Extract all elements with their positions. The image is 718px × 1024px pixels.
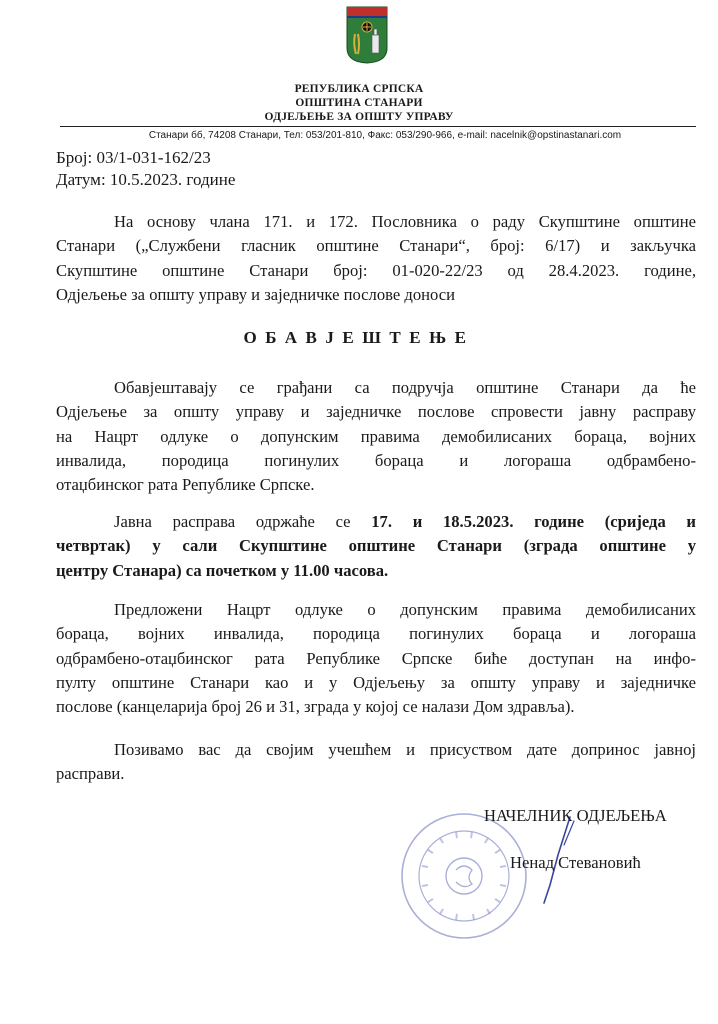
notice-line: инвалида, породица погинулих бораца и логораша одбрамбено-: [56, 450, 696, 470]
hearing-line: Јавна расправа одржаће се 17. и 18.5.2023. године (сриједа и: [114, 512, 696, 531]
invitation-line: расправи.: [56, 764, 125, 784]
header-contact-info: Станари бб, 74208 Станари, Тел: 053/201-810, Факс: 053/290-966, e-mail: nacelnik@opstinastanari.com: [148, 130, 622, 141]
notice-line: на Нацрт одлуке о допунским правима демобилисаних бораца, војних: [56, 426, 696, 446]
intro-line: Станари („Службени гласник општине Станари“, број: 6/17) и закључка: [56, 236, 696, 256]
intro-line: Скупштине општине Станари број: 01-020-22/23 од 28.4.2023. године,: [56, 260, 696, 280]
notice-line: Обавјештавају се грађани са подручја општине Станари да ће: [114, 378, 696, 397]
invitation-line: Позивамо вас да својим учешћем и присуством дате допринос јавној: [114, 740, 696, 759]
intro-paragraph: [56, 210, 696, 307]
header-department: ОДЈЕЉЕЊЕ ЗА ОПШТУ УПРАВУ: [264, 111, 454, 123]
hearing-line: центру Станара) са почетком у 11.00 часова.: [56, 560, 389, 580]
header-divider: [60, 126, 696, 127]
invitation-paragraph: [56, 738, 696, 787]
availability-line: одбрамбено-отаџбинског рата Републике Српске биће доступан на инфо-: [56, 648, 696, 668]
notice-line: отаџбинског рата Републике Српске.: [56, 475, 315, 495]
notice-heading: ОБАВЈЕШТЕЊЕ: [243, 328, 475, 347]
availability-line: бораца, војних инвалида, породица погинулих бораца и логораша: [56, 624, 696, 644]
notice-line: Одјељење за општу управу и заједничке послове спровести јавну расправу: [56, 402, 696, 422]
availability-line: пулту општине Станари као и у Одјељењу за општу управу и заједничке: [56, 672, 696, 692]
availability-line: Предложени Нацрт одлуке о допунским правима демобилисаних: [114, 600, 696, 619]
coat-of-arms-logo: [346, 6, 388, 64]
signatory-name: Ненад Стевановић: [510, 853, 641, 872]
document-date: Датум: 10.5.2023. године: [56, 170, 236, 189]
signatory-title: НАЧЕЛНИК ОДЈЕЉЕЊА: [484, 806, 667, 825]
availability-paragraph: [56, 598, 696, 719]
hearing-paragraph: [56, 510, 696, 583]
intro-line: Одјељење за општу управу и заједничке послове доноси: [56, 284, 455, 304]
availability-line: послове (канцеларија број 26 и 31, зграда у којој се налази Дом здравља).: [56, 697, 575, 717]
hearing-line: четвртак) у сали Скупштине општине Станари (зграда општине у: [56, 536, 696, 556]
header-municipality: ОПШТИНА СТАНАРИ: [295, 97, 423, 109]
header-republic: РЕПУБЛИКА СРПСКА: [294, 83, 424, 95]
official-stamp: [398, 810, 530, 942]
intro-line: На основу члана 171. и 172. Пословника о раду Скупштине општине: [114, 212, 696, 231]
notice-paragraph: [56, 376, 696, 497]
document-number: Број: 03/1-031-162/23: [56, 148, 211, 167]
